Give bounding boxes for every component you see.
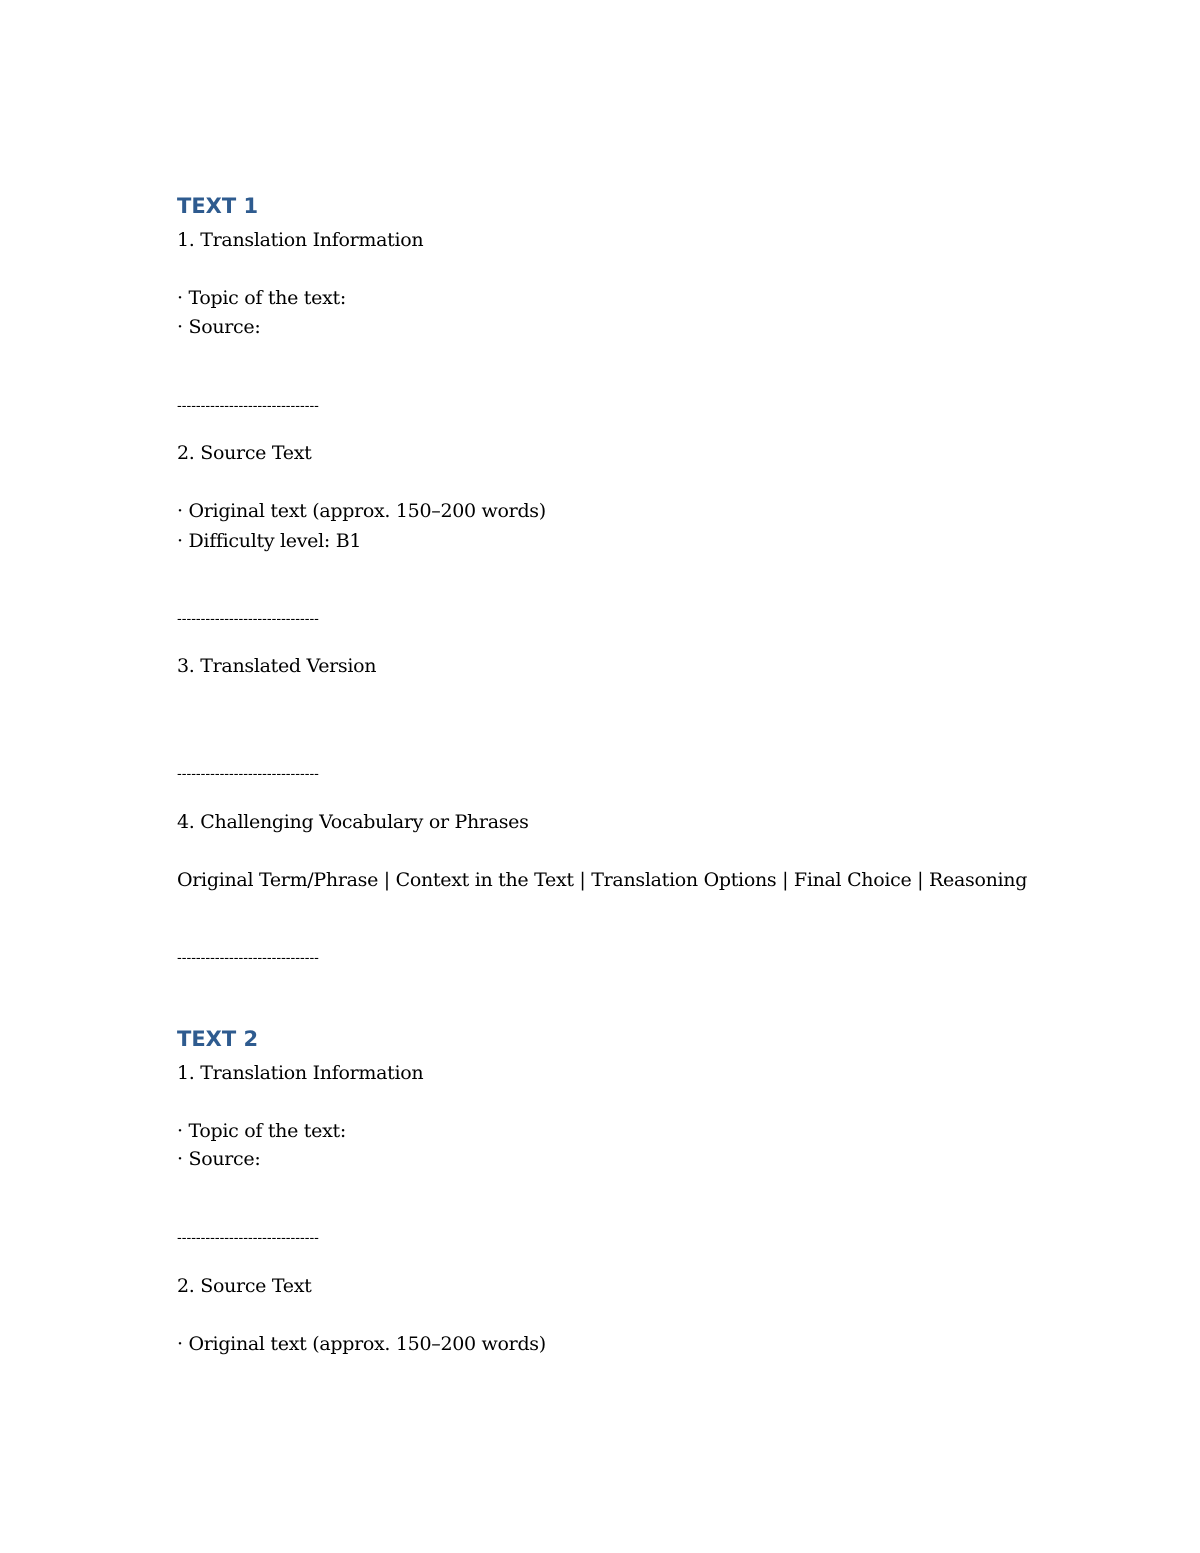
text1-divider-3: ------------------------------ <box>177 766 319 782</box>
text2-divider-1: ------------------------------ <box>177 1230 319 1246</box>
text2-heading: TEXT 2 <box>177 1027 259 1051</box>
text1-difficulty-line: · Difficulty level: B1 <box>177 530 362 552</box>
text1-divider-2: ------------------------------ <box>177 611 319 627</box>
text2-source-line: · Source: <box>177 1148 261 1170</box>
text1-section3-title: 3. Translated Version <box>177 655 377 677</box>
text1-section1-title: 1. Translation Information <box>177 229 424 251</box>
text1-heading: TEXT 1 <box>177 194 259 218</box>
text1-original-text-line: · Original text (approx. 150–200 words) <box>177 500 546 522</box>
text1-divider-4: ------------------------------ <box>177 950 319 966</box>
text2-original-text-line: · Original text (approx. 150–200 words) <box>177 1333 546 1355</box>
text1-section4-title: 4. Challenging Vocabulary or Phrases <box>177 811 529 833</box>
text1-topic-line: · Topic of the text: <box>177 287 346 309</box>
text1-section2-title: 2. Source Text <box>177 442 312 464</box>
text2-section2-title: 2. Source Text <box>177 1275 312 1297</box>
text2-topic-line: · Topic of the text: <box>177 1120 346 1142</box>
text1-source-line: · Source: <box>177 316 261 338</box>
text1-divider-1: ------------------------------ <box>177 398 319 414</box>
text1-vocabulary-table-header: Original Term/Phrase | Context in the Text | Translation Options | Final Choice | Reasoning <box>177 869 1028 891</box>
text2-section1-title: 1. Translation Information <box>177 1062 424 1084</box>
